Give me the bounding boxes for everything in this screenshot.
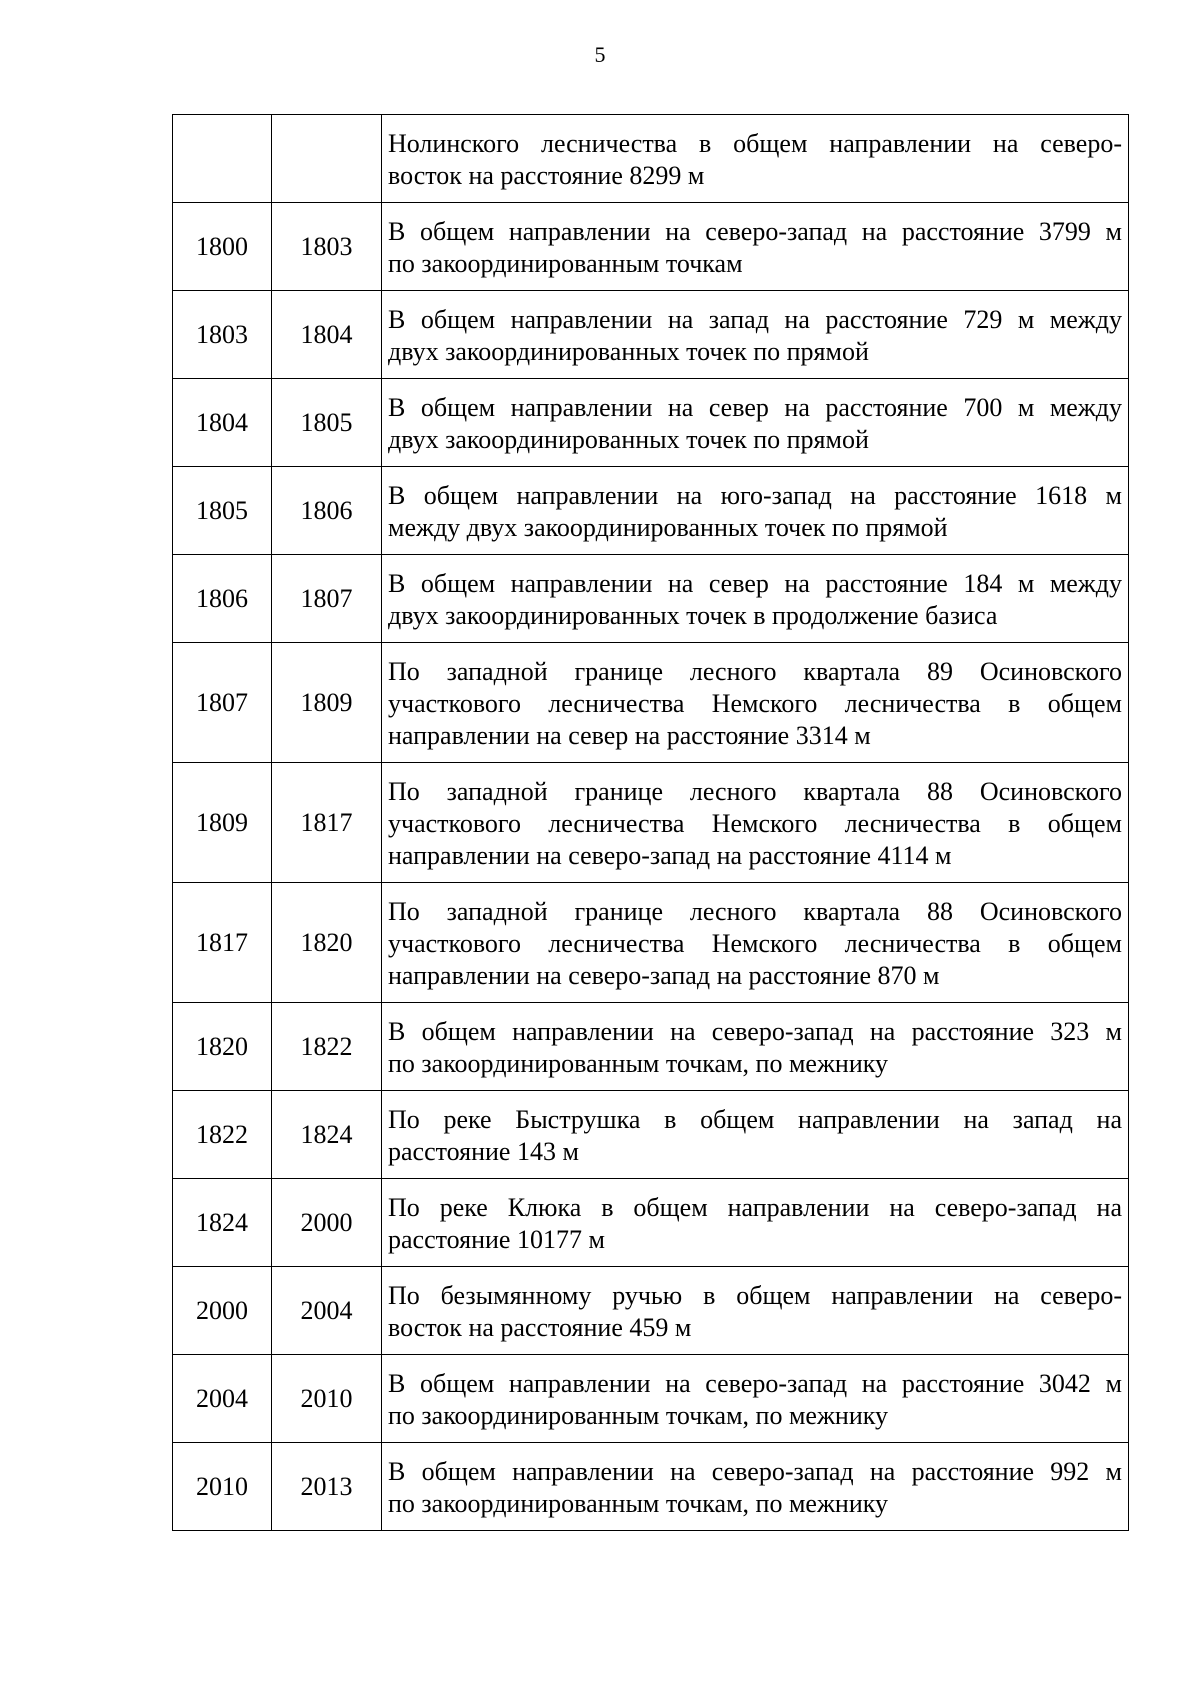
boundary-description-cell [382,203,1129,291]
point-to-cell: 2004 [272,1267,382,1355]
table-row [173,1003,1129,1091]
description-line: По безымянному ручью в общем направлении на северо- [388,1281,1122,1310]
description-line: Нолинского лесничества в общем направлении на северо- [388,129,1122,158]
boundary-description-cell [382,555,1129,643]
boundary-description-cell [382,763,1129,883]
point-from-cell: 1809 [173,763,272,883]
description-line: двух закоординированных точек по прямой [388,425,869,454]
description-line: направлении на северо-запад на расстояние 4114 м [388,841,952,870]
point-from-cell: 1817 [173,883,272,1003]
boundary-description-cell [382,291,1129,379]
point-from-cell: 1820 [173,1003,272,1091]
table-row [173,555,1129,643]
boundary-description-cell [382,1179,1129,1267]
description-line: В общем направлении на северо-запад на расстояние 992 м [388,1457,1122,1486]
point-to-cell: 1807 [272,555,382,643]
boundary-description-cell [382,883,1129,1003]
description-line: направлении на север на расстояние 3314 м [388,721,871,750]
boundary-description-table [172,114,1129,1531]
point-to-cell: 2010 [272,1355,382,1443]
point-to-cell: 1803 [272,203,382,291]
point-from-cell: 1804 [173,379,272,467]
description-line: участкового лесничества Немского лесничества в общем [388,929,1122,958]
description-line: расстояние 10177 м [388,1225,605,1254]
point-to-cell: 2000 [272,1179,382,1267]
boundary-description-cell [382,1003,1129,1091]
description-line: по закоординированным точкам, по межнику [388,1401,889,1430]
boundary-description-cell [382,1443,1129,1531]
description-line: В общем направлении на северо-запад на расстояние 3799 м [388,217,1122,246]
table-row [173,763,1129,883]
boundary-description-cell [382,1091,1129,1179]
point-from-cell [173,115,272,203]
table-row [173,1443,1129,1531]
table-row [173,1267,1129,1355]
table-row [173,291,1129,379]
description-line: В общем направлении на запад на расстояние 729 м между [388,305,1122,334]
description-line: В общем направлении на север на расстояние 700 м между [388,393,1122,422]
description-line: По реке Клюка в общем направлении на северо-запад на [388,1193,1122,1222]
table-row [173,467,1129,555]
point-to-cell: 1817 [272,763,382,883]
point-to-cell: 1809 [272,643,382,763]
point-to-cell: 1822 [272,1003,382,1091]
table-row [173,1091,1129,1179]
boundary-description-cell [382,643,1129,763]
point-from-cell: 2010 [173,1443,272,1531]
description-line: участкового лесничества Немского лесничества в общем [388,689,1122,718]
point-to-cell: 2013 [272,1443,382,1531]
description-line: По реке Быструшка в общем направлении на запад на [388,1105,1122,1134]
description-line: По западной границе лесного квартала 88 Осиновского [388,897,1122,926]
point-from-cell: 1805 [173,467,272,555]
description-line: восток на расстояние 8299 м [388,161,705,190]
point-to-cell: 1824 [272,1091,382,1179]
description-line: направлении на северо-запад на расстояние 870 м [388,961,940,990]
table-row [173,379,1129,467]
description-line: по закоординированным точкам [388,249,743,278]
table-row [173,115,1129,203]
boundary-description-cell [382,1267,1129,1355]
table-row [173,1355,1129,1443]
description-line: двух закоординированных точек в продолжение базиса [388,601,998,630]
table-row [173,203,1129,291]
description-line: В общем направлении на юго-запад на расстояние 1618 м [388,481,1122,510]
point-from-cell: 1800 [173,203,272,291]
boundary-description-cell [382,379,1129,467]
description-line: По западной границе лесного квартала 89 Осиновского [388,657,1122,686]
page-number: 5 [594,42,606,67]
description-line: В общем направлении на северо-запад на расстояние 323 м [388,1017,1122,1046]
point-to-cell [272,115,382,203]
boundary-description-cell [382,1355,1129,1443]
table-body [173,115,1129,1531]
point-from-cell: 1807 [173,643,272,763]
table-row [173,1179,1129,1267]
point-from-cell: 2004 [173,1355,272,1443]
description-line: по закоординированным точкам, по межнику [388,1489,889,1518]
description-line: двух закоординированных точек по прямой [388,337,869,366]
description-line: восток на расстояние 459 м [388,1313,692,1342]
point-from-cell: 1822 [173,1091,272,1179]
description-line: по закоординированным точкам, по межнику [388,1049,889,1078]
description-line: участкового лесничества Немского лесничества в общем [388,809,1122,838]
point-to-cell: 1805 [272,379,382,467]
table-row [173,883,1129,1003]
point-from-cell: 2000 [173,1267,272,1355]
point-to-cell: 1806 [272,467,382,555]
point-to-cell: 1820 [272,883,382,1003]
point-from-cell: 1824 [173,1179,272,1267]
description-line: По западной границе лесного квартала 88 Осиновского [388,777,1122,806]
description-line: между двух закоординированных точек по прямой [388,513,948,542]
point-to-cell: 1804 [272,291,382,379]
table-row [173,643,1129,763]
point-from-cell: 1806 [173,555,272,643]
description-line: В общем направлении на север на расстояние 184 м между [388,569,1122,598]
point-from-cell: 1803 [173,291,272,379]
description-line: расстояние 143 м [388,1137,579,1166]
boundary-description-cell [382,115,1129,203]
boundary-description-cell [382,467,1129,555]
description-line: В общем направлении на северо-запад на расстояние 3042 м [388,1369,1122,1398]
